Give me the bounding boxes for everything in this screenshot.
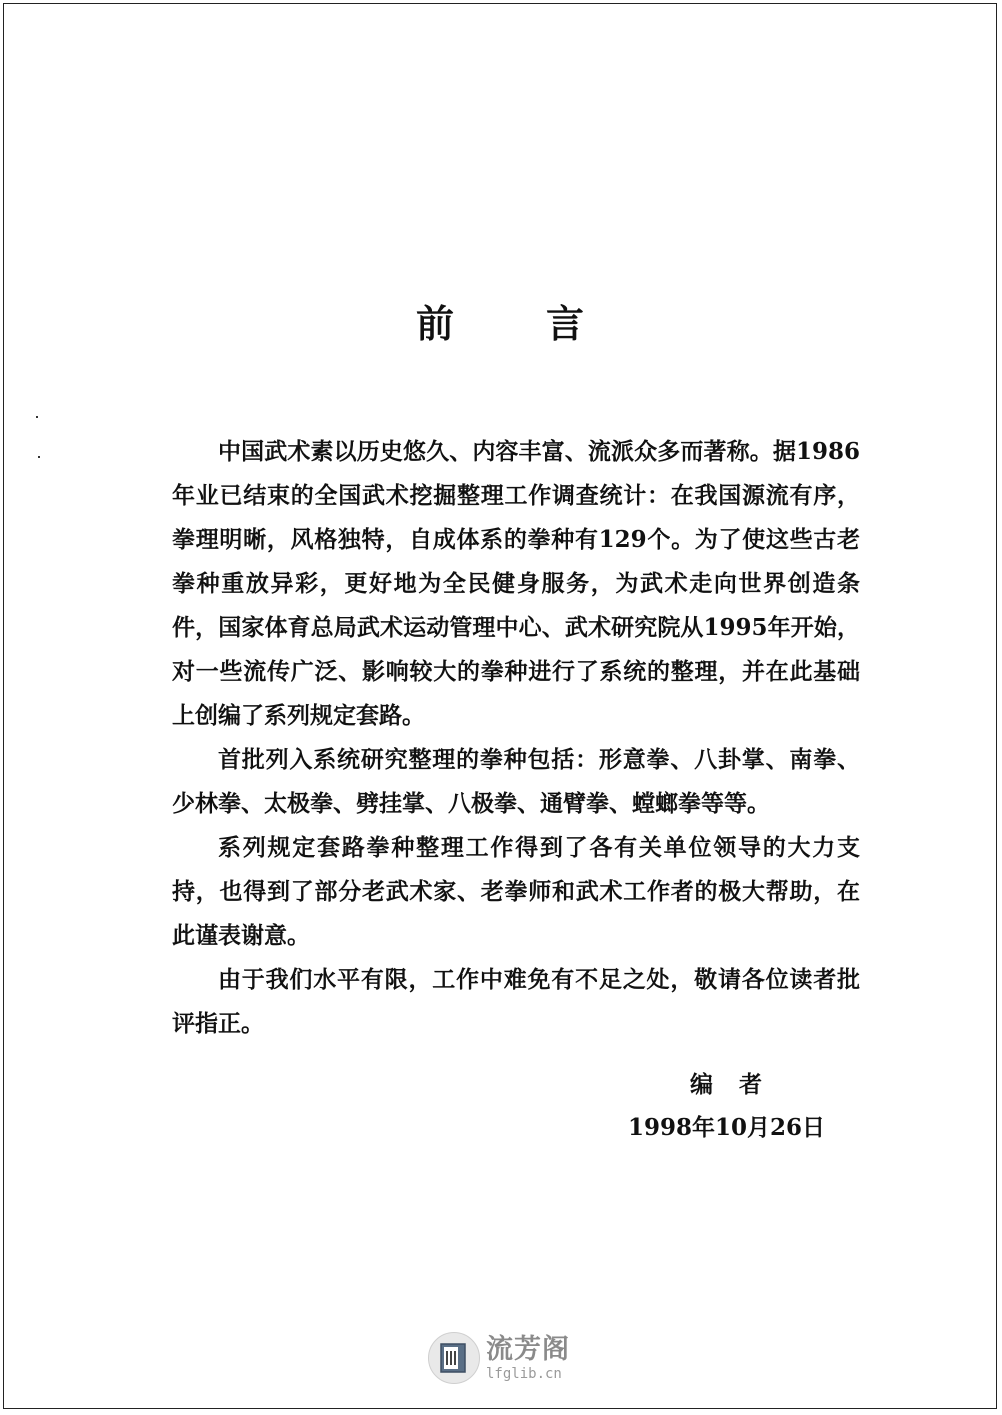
watermark-en: lfglib.cn [486,1365,562,1382]
scan-speck [38,456,40,458]
paragraph: 首批列入系统研究整理的拳种包括：形意拳、八卦掌、南拳、少林拳、太极拳、劈挂掌、八极拳、通臂拳、螳螂拳等等。 [172,746,860,817]
preface-body [172,430,860,1046]
paragraph: 中国武术素以历史悠久、内容丰富、流派众多而著称。据1986年业已结束的全国武术挖掘整理工作调查统计：在我国源流有序，拳理明晰，风格独特，自成体系的拳种有129个。为了使这些古老拳种重放异彩，更好地为全民健身服务，为武术走向世界创造条件，国家体育总局武术运动管理中心、武术研究院从1995年开始，对一些流传广泛、影响较大的拳种进行了系统的整理，并在此基础上创编了系列规定套路。 [172,438,860,729]
preface-date: 1998年10月26日 [628,1114,826,1141]
signature-char: 编 [690,1071,715,1098]
book-icon [428,1332,480,1384]
title-char: 前 [415,301,456,346]
title-char: 言 [546,301,587,346]
watermark-cn: 流芳阁 [486,1333,570,1365]
paragraph: 系列规定套路拳种整理工作得到了各有关单位领导的大力支持，也得到了部分老武术家、老拳师和武术工作者的极大帮助，在此谨表谢意。 [172,834,860,949]
paragraph: 由于我们水平有限，工作中难免有不足之处，敬请各位读者批评指正。 [172,966,860,1037]
signature-char: 者 [739,1071,764,1098]
scan-speck [36,416,38,418]
author-signature [690,1066,764,1099]
page-title [0,293,1002,348]
watermark [428,1330,588,1386]
